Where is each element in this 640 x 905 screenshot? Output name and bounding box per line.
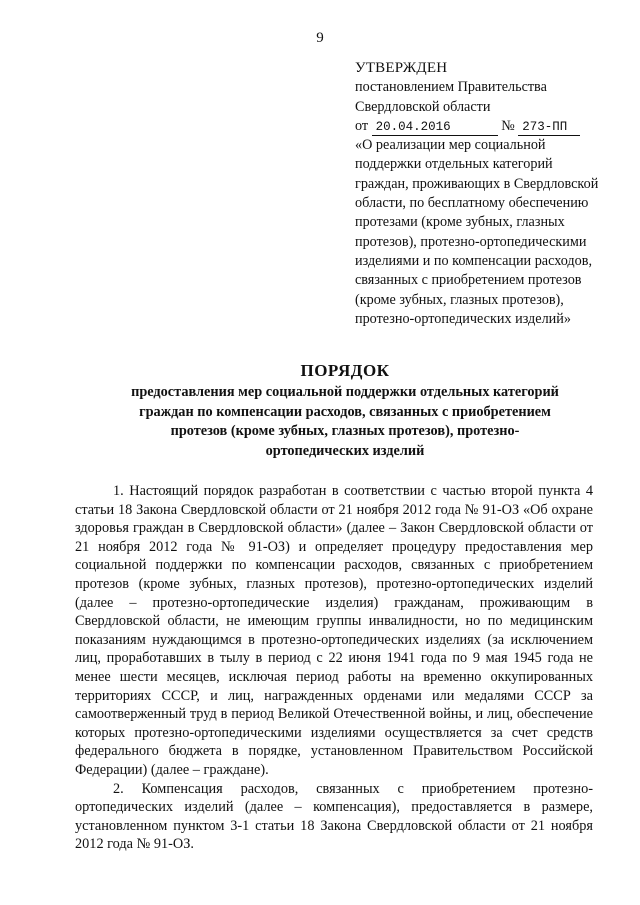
- resolution-title: «О реализации мер социальной поддержки отдельных категорий граждан, проживающих в Свердловской области, по бесплатному обеспечению протезами (кроме зубных, глазных протезов), протезно-ортопедическими изделиями и по компенсации расходов, связанных с приобретением протезов (кроме зубных, глазных протезов), протезно-ортопедических изделий»: [355, 137, 599, 327]
- paragraph-2: 2. Компенсация расходов, связанных с приобретением протезно-ортопедических изделий (далее – компенсация), предоставляется в размере, установленном пунктом 3-1 статьи 18 Закона Свердловской области от 21 ноября 2012 года № 91-ОЗ.: [75, 780, 593, 853]
- paragraph-1: 1. Настоящий порядок разработан в соответствии с частью второй пункта 4 статьи 18 Закона Свердловской области от 21 ноября 2012 года № 91-ОЗ «Об охране здоровья граждан в Свердловской области» (далее – Закон Свердловской области от 21 ноября 2012 года № 91-ОЗ) и определяет процедуру предоставления мер социальной поддержки по компенсации расходов, связанных с приобретением протезов (кроме зубных, глазных протезов), протезно-ортопедических изделий (далее – протезно-ортопедические изделия) гражданам, проживающим в Свердловской области, не имеющим группы инвалидности, но по медицинским показаниям нуждающимся в протезно-ортопедических изделиях (за исключением лиц, проработавших в тылу в период с 22 июня 1941 года по 9 мая 1945 года не менее шести месяцев, исключая период работы на временно оккупированных территориях СССР, и лиц, награжденных орденами или медалями СССР за самоотверженный труд в период Великой Отечественной войны, и лиц, обеспечение которых протезно-ортопедическими изделиями осуществляется за счет средств федерального бюджета в порядке, установленном Правительством Российской Федерации) (далее – граждане).: [75, 483, 593, 778]
- document-title: ПОРЯДОК: [300, 361, 390, 380]
- approval-line-2: Свердловской области: [355, 98, 491, 115]
- page-number: 9: [316, 30, 324, 46]
- document-subtitle: предоставления мер социальной поддержки отдельных категорий граждан по компенсации расходов, связанных с приобретением протезов (кроме зубных, глазных протезов), протезно-ортопедических изделий: [131, 384, 559, 459]
- document-body: [75, 482, 593, 854]
- approval-line-1: постановлением Правительства: [355, 79, 547, 96]
- number-prefix: №: [501, 117, 515, 134]
- date-prefix: от: [355, 117, 369, 134]
- resolution-date: 20.04.2016: [372, 120, 498, 136]
- document-heading: [95, 361, 595, 461]
- approval-heading: УТВЕРЖДЕН: [355, 60, 448, 76]
- approval-date-line: [355, 117, 605, 136]
- approval-stamp: [355, 59, 605, 329]
- resolution-number: 273-ПП: [518, 120, 580, 136]
